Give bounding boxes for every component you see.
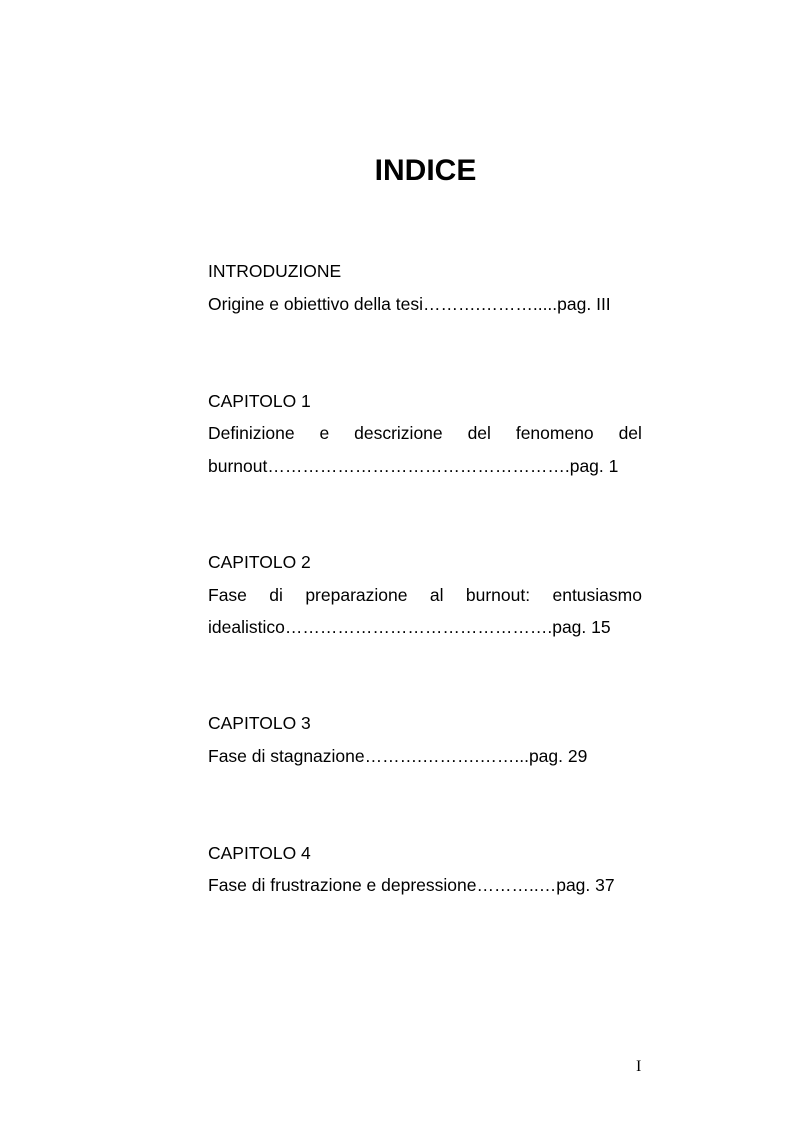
word: e bbox=[319, 423, 330, 443]
word: del bbox=[467, 423, 491, 443]
word: al bbox=[429, 585, 444, 605]
toc-entry-chapter-3[interactable]: Fase di stagnazione……….……….……...pag. 29 bbox=[208, 746, 588, 766]
word: entusiasmo bbox=[552, 585, 642, 605]
toc-entry-chapter-2-line1[interactable] bbox=[208, 583, 642, 607]
word: di bbox=[269, 585, 283, 605]
word: fenomeno bbox=[515, 423, 594, 443]
toc-entry-intro[interactable]: Origine e obiettivo della tesi……….……….....pag. III bbox=[208, 294, 611, 314]
chapter-2-heading: CAPITOLO 2 bbox=[208, 552, 311, 572]
toc-entry-chapter-2-line2[interactable]: idealistico……………………………………….pag. 15 bbox=[208, 617, 611, 637]
chapter-4-heading: CAPITOLO 4 bbox=[208, 843, 311, 863]
toc-entry-chapter-1-line2[interactable]: burnout…………………………………………….pag. 1 bbox=[208, 456, 619, 476]
word: descrizione bbox=[354, 423, 443, 443]
toc-entry-chapter-1-line1[interactable] bbox=[208, 421, 642, 445]
toc-entry-chapter-4[interactable]: Fase di frustrazione e depressione………..…pag. 37 bbox=[208, 875, 615, 895]
word: burnout: bbox=[465, 585, 531, 605]
word: del bbox=[618, 423, 642, 443]
intro-heading: INTRODUZIONE bbox=[208, 261, 342, 281]
page-title: INDICE bbox=[374, 154, 477, 187]
chapter-3-heading: CAPITOLO 3 bbox=[208, 713, 311, 733]
word: preparazione bbox=[305, 585, 408, 605]
chapter-1-heading: CAPITOLO 1 bbox=[208, 391, 311, 411]
page-number: I bbox=[636, 1058, 642, 1075]
word: Fase bbox=[208, 585, 247, 605]
word: Definizione bbox=[208, 423, 295, 443]
